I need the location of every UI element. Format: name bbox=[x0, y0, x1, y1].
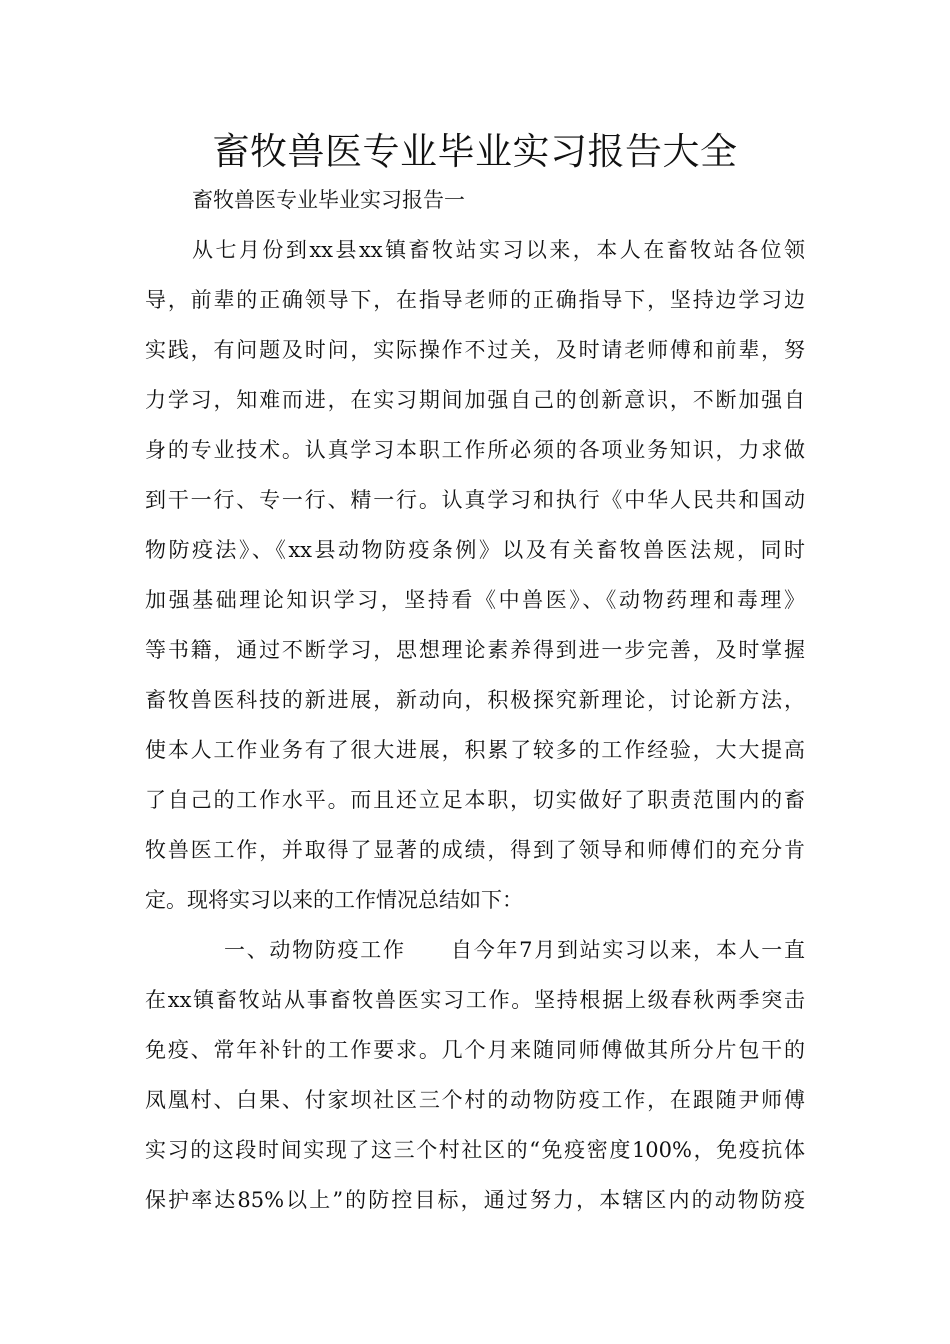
paragraph-line: 力学习，知难而进，在实习期间加强自己的创新意识，不断加强自 bbox=[145, 388, 805, 412]
paragraph-line: 在xx镇畜牧站从事畜牧兽医实习工作。坚持根据上级春秋两季突击 bbox=[145, 988, 805, 1012]
paragraph-line: 导，前辈的正确领导下，在指导老师的正确指导下，坚持边学习边 bbox=[145, 288, 805, 312]
paragraph-line: 物防疫法》、《xx县动物防疫条例》以及有关畜牧兽医法规，同时 bbox=[145, 538, 805, 562]
paragraph-line: 等书籍，通过不断学习，思想理论素养得到进一步完善，及时掌握 bbox=[145, 638, 805, 662]
paragraph-line: 实践，有问题及时问，实际操作不过关，及时请老师傅和前辈，努 bbox=[145, 338, 805, 362]
paragraph-line: 了自己的工作水平。而且还立足本职，切实做好了职责范围内的畜 bbox=[145, 788, 805, 812]
paragraph-line: 身的专业技术。认真学习本职工作所必须的各项业务知识，力求做 bbox=[145, 438, 805, 462]
paragraph-line: 定。现将实习以来的工作情况总结如下： bbox=[145, 888, 523, 912]
paragraph-line: 从七月份到xx县xx镇畜牧站实习以来，本人在畜牧站各位领 bbox=[192, 238, 805, 262]
section-heading-line: 一、动物防疫工作 自今年7月到站实习以来，本人一直 bbox=[224, 938, 805, 962]
paragraph-line: 畜牧兽医科技的新进展，新动向，积极探究新理论，讨论新方法， bbox=[145, 688, 805, 712]
document-subtitle: 畜牧兽医专业毕业实习报告一 bbox=[192, 188, 465, 212]
paragraph-line: 使本人工作业务有了很大进展，积累了较多的工作经验，大大提高 bbox=[145, 738, 805, 762]
document-title: 畜牧兽医专业毕业实习报告大全 bbox=[212, 130, 738, 173]
paragraph-line: 到干一行、专一行、精一行。认真学习和执行《中华人民共和国动 bbox=[145, 488, 805, 512]
paragraph-line: 保护率达85%以上”的防控目标，通过努力，本辖区内的动物防疫 bbox=[145, 1188, 805, 1212]
paragraph-line: 牧兽医工作，并取得了显著的成绩，得到了领导和师傅们的充分肯 bbox=[145, 838, 805, 862]
paragraph-line: 加强基础理论知识学习，坚持看《中兽医》、《动物药理和毒理》 bbox=[145, 588, 805, 612]
paragraph-line: 实习的这段时间实现了这三个村社区的“免疫密度100%，免疫抗体 bbox=[145, 1138, 805, 1162]
paragraph-line: 凤凰村、白果、付家坝社区三个村的动物防疫工作，在跟随尹师傅 bbox=[145, 1088, 805, 1112]
paragraph-line: 免疫、常年补针的工作要求。几个月来随同师傅做其所分片包干的 bbox=[145, 1038, 805, 1062]
